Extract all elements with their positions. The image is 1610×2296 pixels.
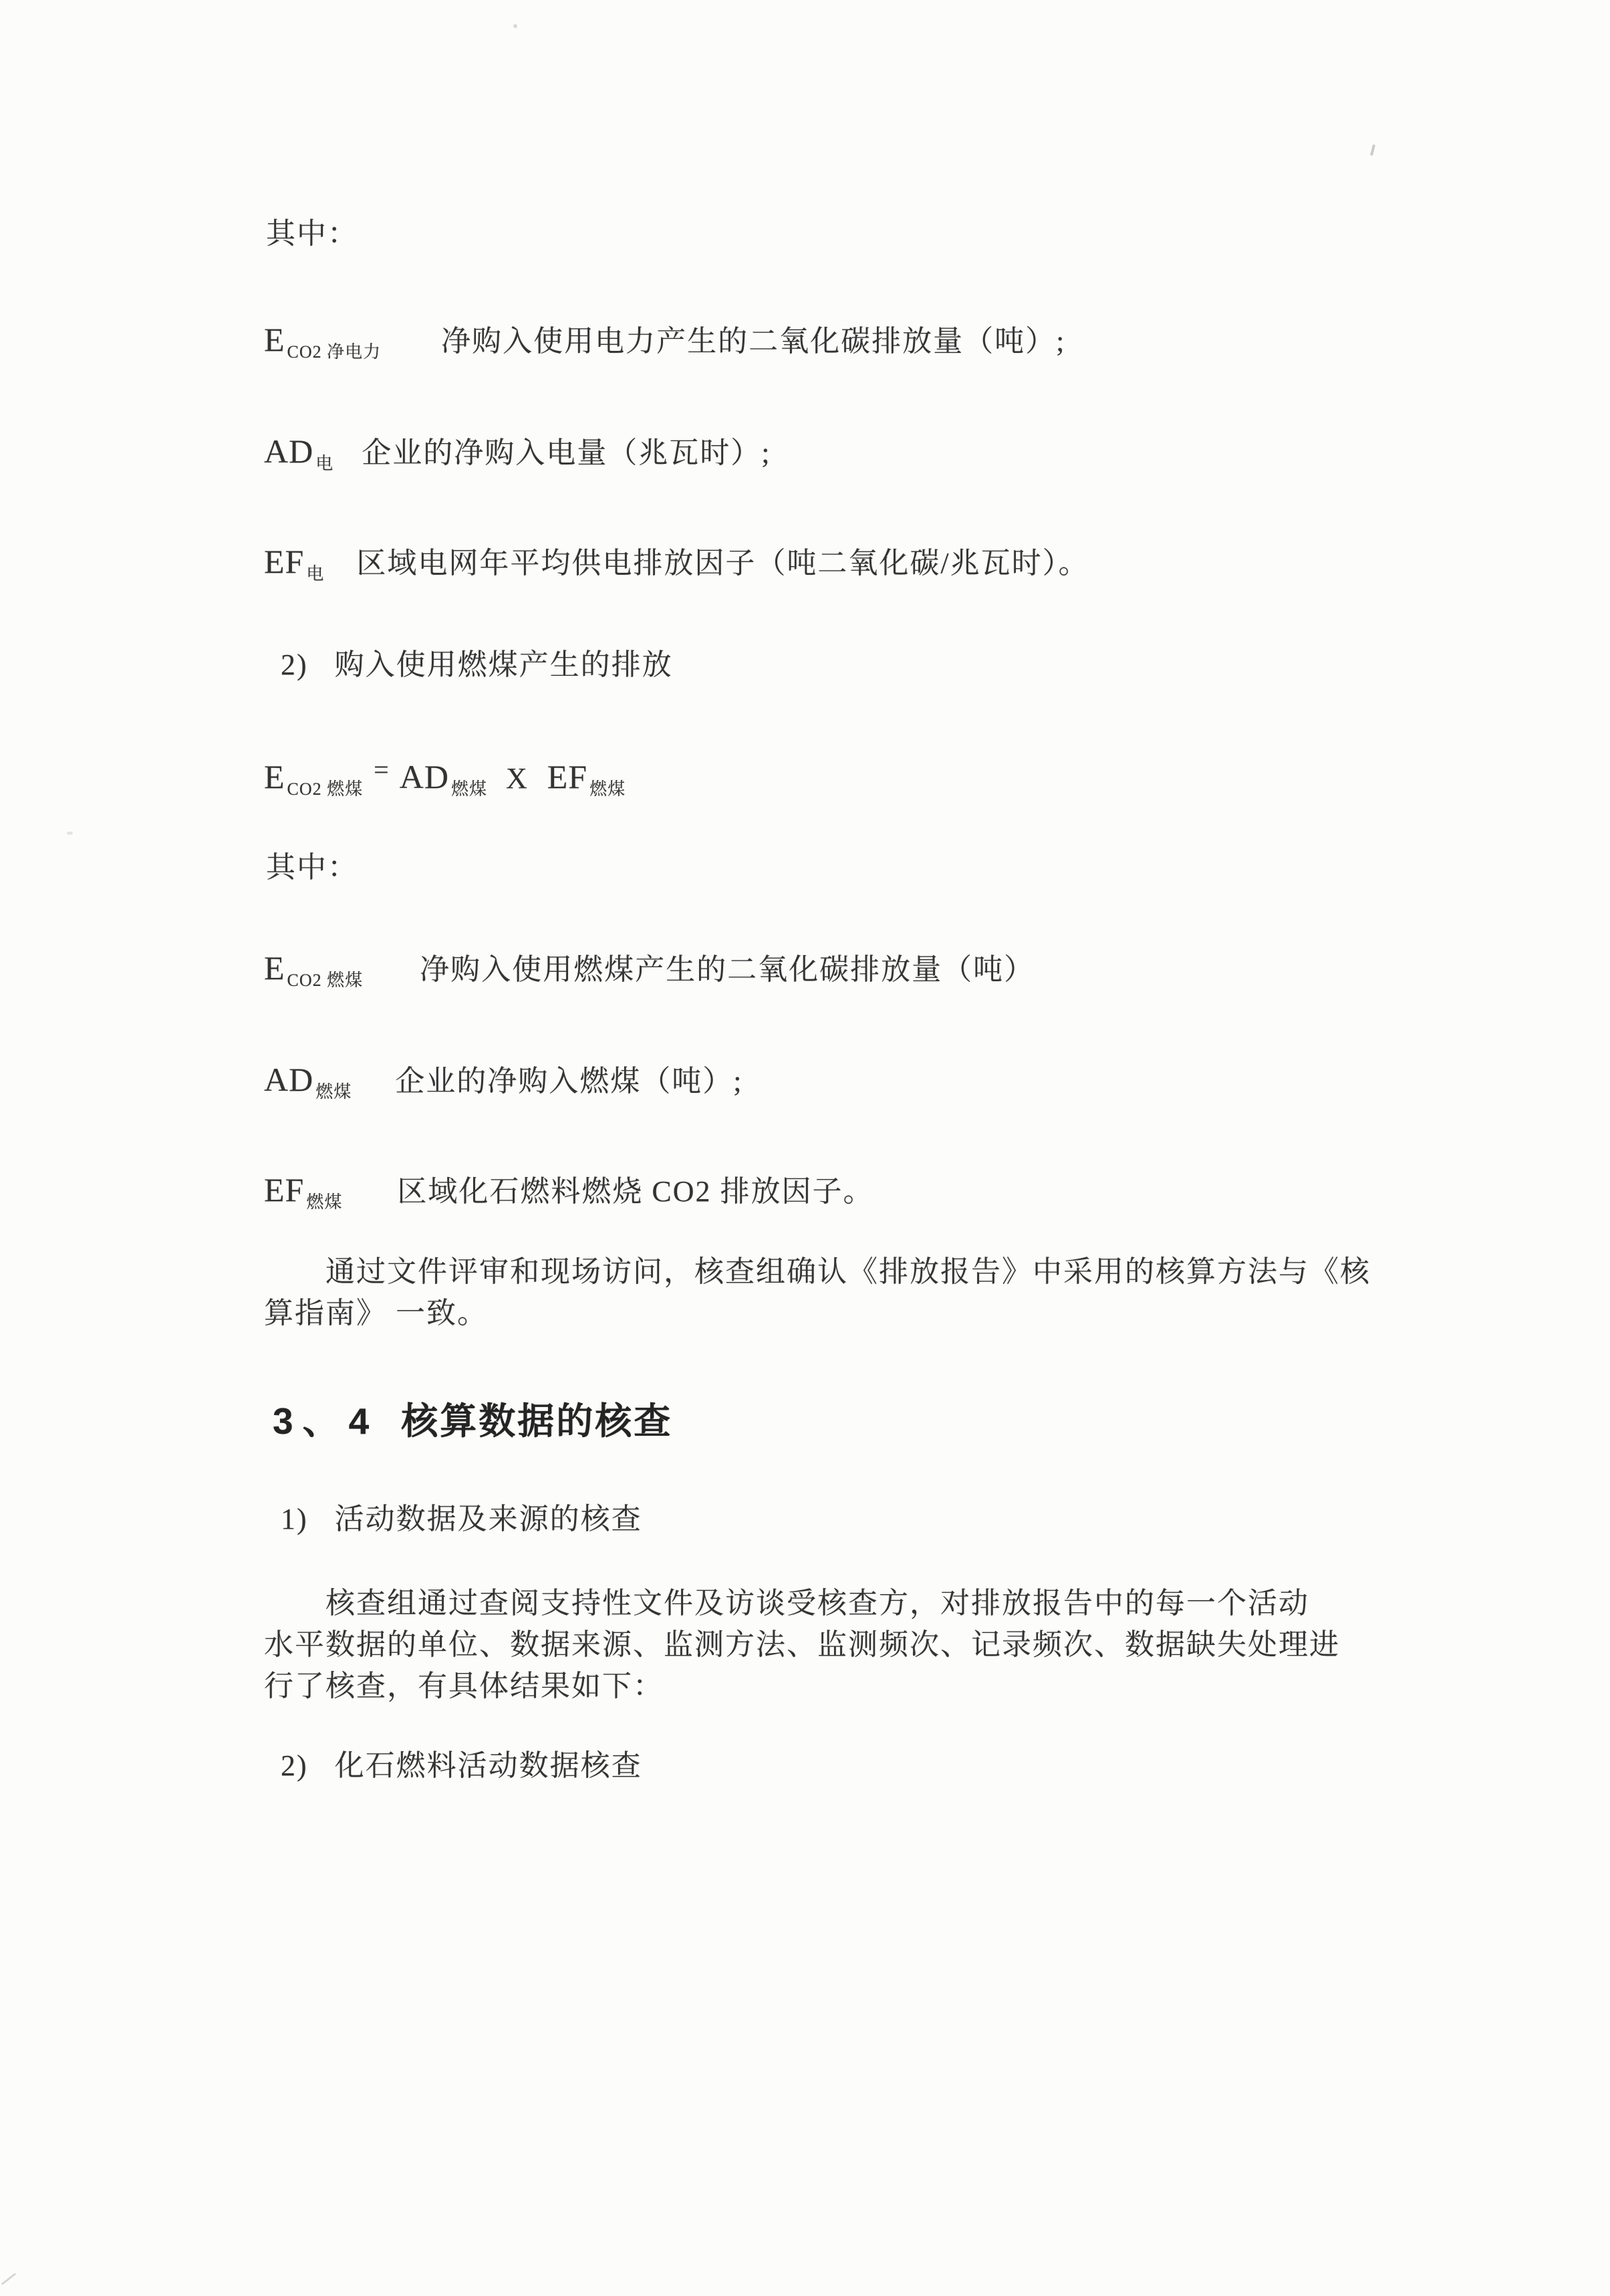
symbol-main: E [264,321,285,358]
symbol-ad-coal [264,1061,352,1102]
symbol-subscript: 燃煤 [589,779,626,799]
symbol-subscript: 燃煤 [306,1192,343,1212]
scan-speck [513,24,517,28]
definition-e-co2-electricity [264,320,1065,372]
symbol-ef-electricity [264,543,325,584]
definition-text: 企业的净购入电量（兆瓦时）; [362,436,771,469]
symbol-main: E [264,758,285,795]
paragraph-line: 通过文件评审和现场访问，核查组确认《排放报告》中采用的核算方法与《核 [325,1255,1371,1288]
symbol-subscript: CO2 燃煤 [287,971,364,990]
symbol-subscript: 燃煤 [315,1082,352,1102]
definition-text: 净购入使用电力产生的二氧化碳排放量（吨）; [441,325,1066,358]
scan-speck [1370,144,1375,156]
symbol-main: AD [264,1061,314,1098]
list-item-text: 化石燃料活动数据核查 [334,1749,642,1782]
list-item-fossil-fuel-data [281,1746,642,1786]
definition-text: 企业的净购入燃煤（吨）; [395,1065,743,1098]
where-label-2: 其中： [266,851,358,884]
formula-coal-emission [264,750,630,809]
symbol-e-co2-coal [264,949,364,990]
symbol-main: AD [399,758,449,795]
symbol-subscript: 电 [306,564,325,584]
section-number: 3、4 [273,1400,379,1442]
list-item-text: 活动数据及来源的核查 [334,1503,642,1535]
paragraph-activity-verification [264,1583,1387,1707]
definition-text: 区域电网年平均供电排放因子（吨二氧化碳/兆瓦时）。 [356,547,1089,580]
symbol-e-co2-electricity [264,321,382,362]
paragraph-line: 核查组通过查阅支持性文件及访谈受核查方，对排放报告中的每一个活动 [325,1587,1309,1620]
definition-ef-electricity [264,541,1089,594]
symbol-subscript: CO2 净电力 [287,342,382,362]
definition-ef-coal [264,1170,874,1223]
where-label-1: 其中： [266,217,358,250]
list-item-number: 2) [281,648,308,681]
definition-e-co2-coal [264,948,1035,1001]
paragraph-line: 行了核查，有具体结果如下： [264,1670,664,1702]
list-item-activity-data [281,1499,642,1539]
symbol-main: AD [264,432,314,470]
list-item-number: 1) [281,1503,308,1535]
list-item-text: 购入使用燃煤产生的排放 [334,648,673,681]
multiply-sign: X [505,762,529,795]
symbol-subscript: 电 [315,454,334,473]
section-heading [273,1392,672,1444]
symbol-main: EF [547,758,588,795]
symbol-subscript: 燃煤 [450,779,487,799]
definition-text: 净购入使用燃煤产生的二氧化碳排放量（吨） [420,953,1035,986]
paragraph-method-confirmation [264,1251,1387,1334]
symbol-ef-coal [264,1171,343,1212]
symbol-main: EF [264,543,305,580]
formula-ef-term [547,758,626,799]
equals-sign: = [374,755,390,785]
definition-text: 区域化石燃料燃烧 CO2 排放因子。 [397,1175,874,1208]
formula-ad-term [399,758,487,799]
definition-ad-coal [264,1059,743,1112]
symbol-subscript: CO2 燃煤 [287,779,364,799]
scan-speck [1,2273,16,2285]
definition-ad-electricity [264,431,771,484]
list-item-coal-emission [281,645,673,685]
section-title: 核算数据的核查 [401,1400,673,1442]
scan-speck [67,832,73,835]
formula-lhs [264,758,364,799]
symbol-ad-electricity [264,432,334,473]
symbol-main: E [264,949,285,987]
list-item-number: 2) [281,1749,308,1782]
symbol-main: EF [264,1171,305,1208]
paragraph-line: 算指南》 一致。 [264,1297,488,1329]
paragraph-line: 水平数据的单位、数据来源、监测方法、监测频次、记录频次、数据缺失处理进 [264,1628,1340,1661]
